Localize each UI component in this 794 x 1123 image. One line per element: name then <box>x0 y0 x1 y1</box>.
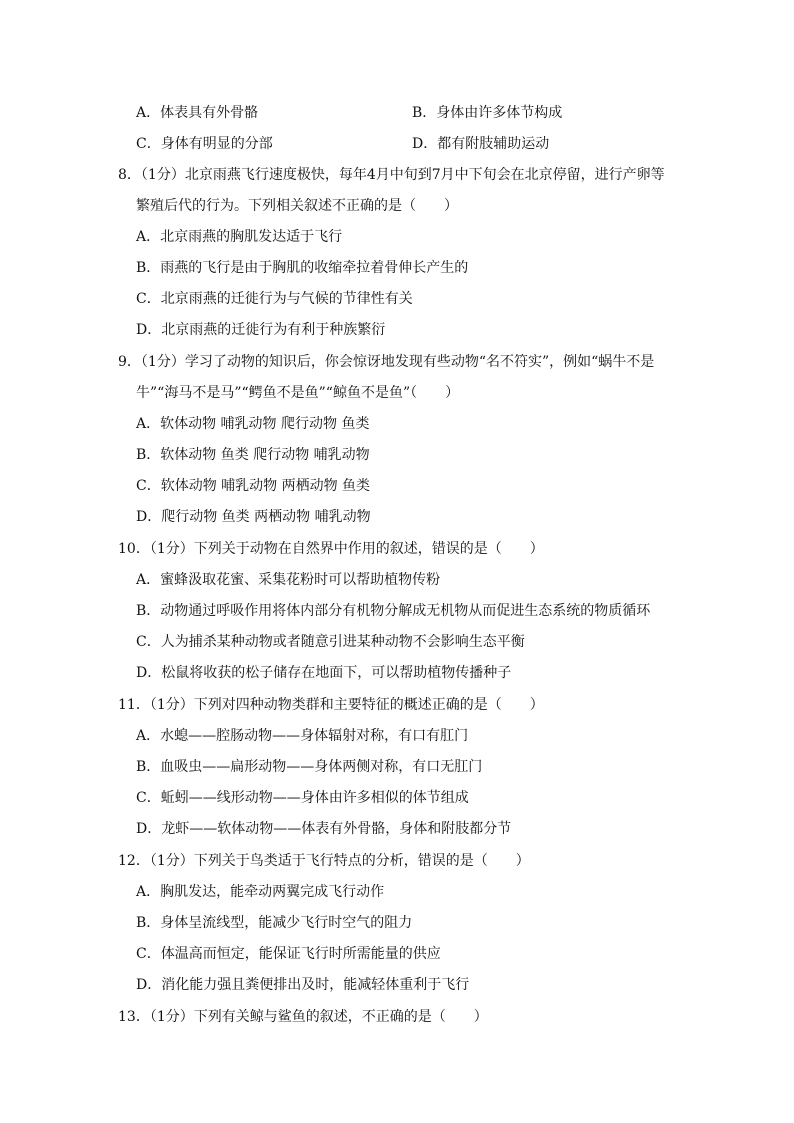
q10-stem: 10．（1分）下列关于动物在自然界中作用的叙述，错误的是（ ） <box>118 541 544 557</box>
q8-option-d: D．北京雨燕的迁徙行为有利于种族繁衍 <box>136 322 386 338</box>
q12-option-d: D．消化能力强且粪便排出及时，能减轻体重利于飞行 <box>136 977 470 993</box>
q7-option-b: B．身体由许多体节构成 <box>412 105 563 121</box>
q12-option-b: B．身体呈流线型，能减少飞行时空气的阻力 <box>136 915 413 931</box>
q10-option-b: B．动物通过呼吸作用将体内部分有机物分解成无机物从而促进生态系统的物质循环 <box>136 603 651 619</box>
q8-stem-line-2: 繁殖后代的行为。下列相关叙述不正确的是（ ） <box>136 198 458 214</box>
q8-option-a: A．北京雨燕的胸肌发达适于飞行 <box>136 229 343 245</box>
q8-stem-line-1: 8．（1分）北京雨燕飞行速度极快，每年4月中旬到7月中下旬会在北京停留，进行产卵等 <box>118 167 665 183</box>
q8-option-c: C．北京雨燕的迁徙行为与气候的节律性有关 <box>136 291 413 307</box>
q9-option-b: B．软体动物 鱼类 爬行动物 哺乳动物 <box>136 447 370 463</box>
q10-option-d: D．松鼠将收获的松子储存在地面下，可以帮助植物传播种子 <box>136 665 512 681</box>
q11-stem: 11．（1分）下列对四种动物类群和主要特征的概述正确的是（ ） <box>118 697 544 713</box>
q8-option-b: B．雨燕的飞行是由于胸肌的收缩牵拉着骨伸长产生的 <box>136 260 469 276</box>
q7-option-c: C．身体有明显的分部 <box>136 136 273 152</box>
q11-option-c: C．蚯蚓——线形动物——身体由许多相似的体节组成 <box>136 790 469 806</box>
q9-stem-line-1: 9．（1分）学习了动物的知识后，你会惊讶地发现有些动物“名不符实”，例如“蜗牛不是 <box>118 354 655 370</box>
q9-option-a: A．软体动物 哺乳动物 爬行动物 鱼类 <box>136 416 370 432</box>
q9-option-d: D．爬行动物 鱼类 两栖动物 哺乳动物 <box>136 509 371 525</box>
q10-option-c: C．人为捕杀某种动物或者随意引进某种动物不会影响生态平衡 <box>136 634 525 650</box>
q9-stem-line-2: 牛”“海马不是马”“鳄鱼不是鱼”“鲸鱼不是鱼”（ ） <box>136 385 460 401</box>
q9-option-c: C．软体动物 哺乳动物 两栖动物 鱼类 <box>136 478 371 494</box>
q12-stem: 12．（1分）下列关于鸟类适于飞行特点的分析，错误的是（ ） <box>118 853 530 869</box>
q11-option-a: A．水螅——腔肠动物——身体辐射对称，有口有肛门 <box>136 728 469 744</box>
q12-option-a: A．胸肌发达，能牵动两翼完成飞行动作 <box>136 884 385 900</box>
q13-stem: 13．（1分）下列有关鲸与鲨鱼的叙述，不正确的是（ ） <box>118 1009 488 1025</box>
q11-option-b: B．血吸虫——扁形动物——身体两侧对称，有口无肛门 <box>136 759 483 775</box>
q11-option-d: D．龙虾——软体动物——体表有外骨骼，身体和附肢都分节 <box>136 821 512 837</box>
q12-option-c: C．体温高而恒定，能保证飞行时所需能量的供应 <box>136 946 441 962</box>
q10-option-a: A．蜜蜂汲取花蜜、采集花粉时可以帮助植物传粉 <box>136 572 441 588</box>
q7-option-d: D．都有附肢辅助运动 <box>412 136 550 152</box>
q7-option-a: A．体表具有外骨骼 <box>136 105 259 121</box>
